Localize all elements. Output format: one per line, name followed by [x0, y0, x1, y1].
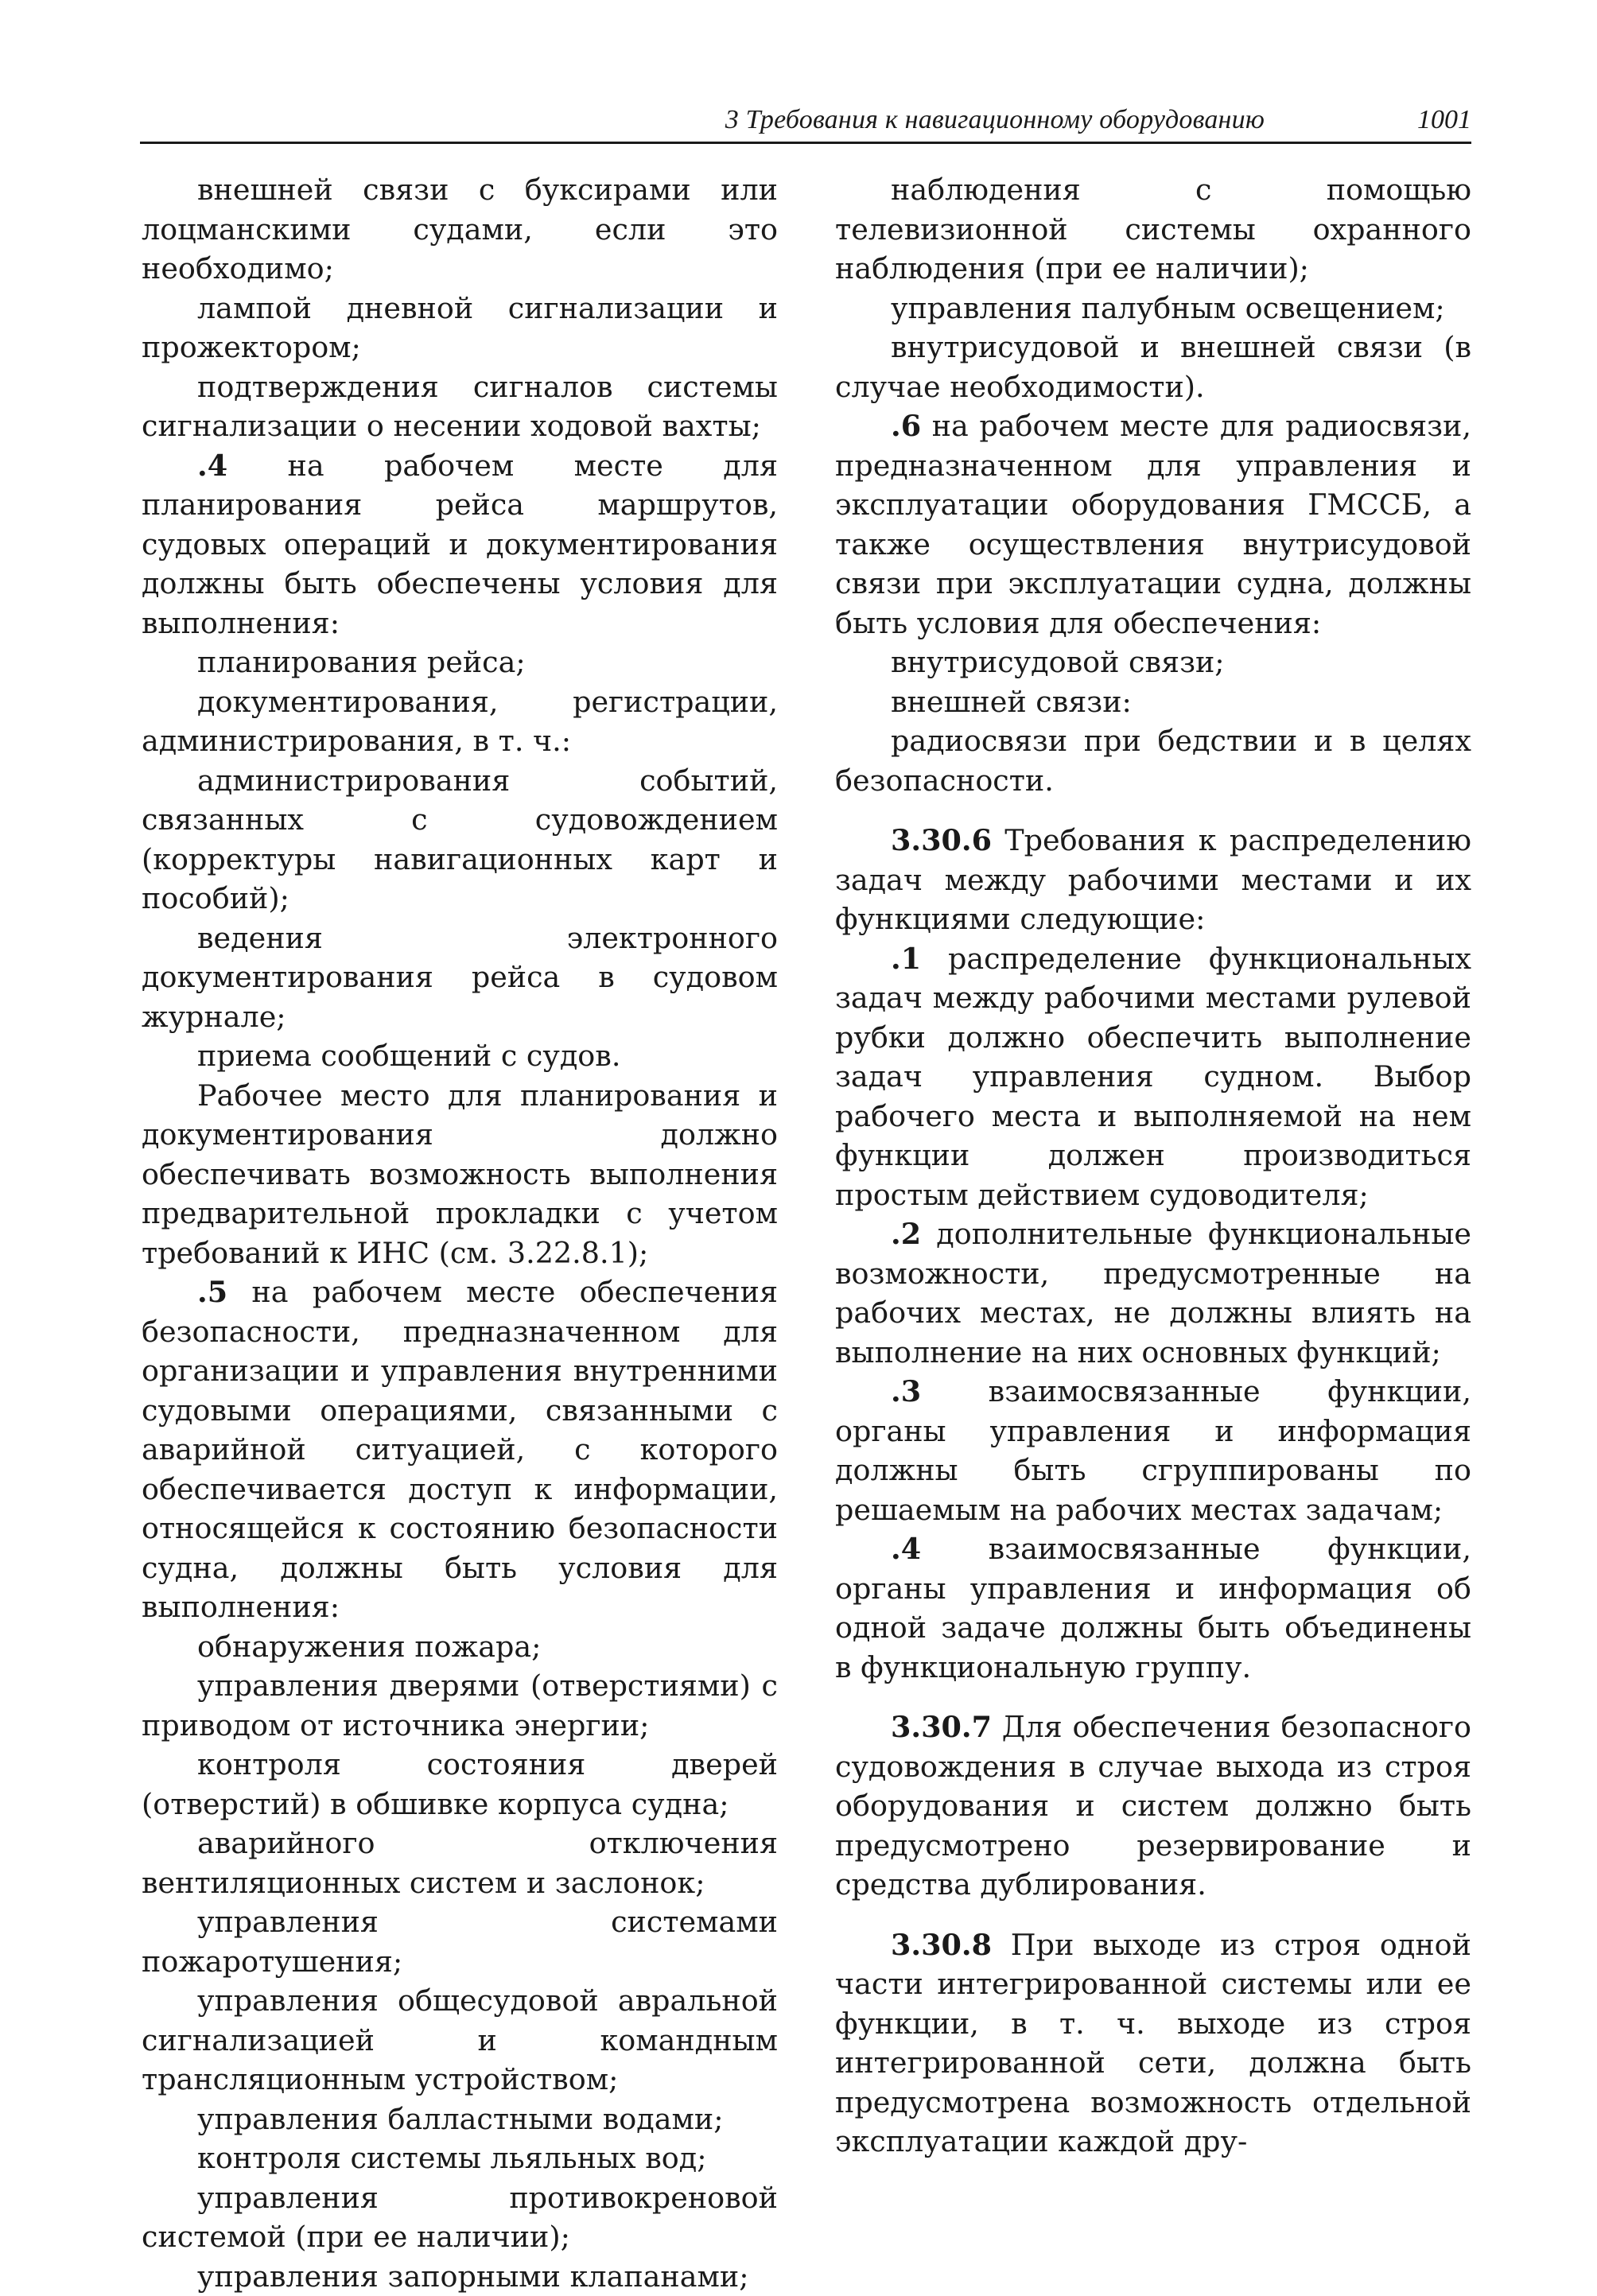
paragraph-text: Рабочее место для планирования и документирования должно обеспечивать возможность выполнения предварительной прокладки с учетом требований к ИНС (см. 3.22.8.1); — [142, 1078, 778, 1270]
paragraph-text: управления системами пожаротушения; — [142, 1905, 778, 1979]
left-column — [142, 170, 778, 2296]
paragraph-text: управления палубным освещением; — [891, 291, 1445, 325]
clause-number: .2 — [891, 1217, 921, 1251]
paragraph-text: обнаружения пожара; — [197, 1630, 541, 1664]
running-header — [140, 102, 1471, 144]
paragraph — [142, 1272, 778, 1627]
paragraph — [142, 682, 778, 761]
clause-number: .6 — [891, 409, 921, 443]
paragraph-text: наблюдения с помощью телевизионной системы охранного наблюдения (при ее наличии); — [835, 173, 1471, 286]
paragraph — [142, 2139, 778, 2178]
paragraph — [142, 919, 778, 1037]
paragraph — [835, 406, 1471, 643]
paragraph — [142, 1824, 778, 1902]
paragraph-text: Требования к распределению задач между рабочими местами и их функциями следующие: — [835, 823, 1471, 936]
paragraph-text: на рабочем месте обеспечения безопасности, предназначенном для организации и управления внутренними судовыми операциями, связанными с аварийной ситуацией, с которого обеспечивается доступ к информации, относящейся к состоянию безопасности судна, должны быть условия для выполнения: — [142, 1275, 778, 1624]
paragraph — [835, 1925, 1471, 2162]
paragraph — [835, 328, 1471, 406]
paragraph — [835, 170, 1471, 289]
paragraph — [835, 721, 1471, 800]
paragraph-text: управления запорными клапанами; — [197, 2259, 749, 2294]
paragraph-text: Для обеспечения безопасного судовождения в случае выхода из строя оборудования и систем должно быть предусмотрено резервирование и средства дублирования. — [835, 1710, 1471, 1902]
paragraph — [142, 2100, 778, 2139]
paragraph — [835, 939, 1471, 1215]
paragraph — [142, 1036, 778, 1076]
paragraph-text: лампой дневной сигнализации и прожектором; — [142, 291, 778, 365]
paragraph-text: планирования рейса; — [197, 645, 526, 679]
paragraph — [142, 1745, 778, 1824]
paragraph — [142, 761, 778, 919]
clause-number: .4 — [891, 1532, 921, 1566]
paragraph-text: управления общесудовой авральной сигнализацией и командным трансляционным устройством; — [142, 1983, 778, 2096]
paragraph — [142, 289, 778, 367]
paragraph-text: взаимосвязанные функции, органы управления и информация об одной задаче должны быть объединены в функциональную группу. — [835, 1532, 1471, 1684]
paragraph-text: взаимосвязанные функции, органы управления и информация должны быть сгруппированы по решаемым на рабочих местах задачам; — [835, 1374, 1471, 1527]
paragraph-text: документирования, регистрации, администрирования, в т. ч.: — [142, 685, 778, 759]
paragraph — [835, 1214, 1471, 1372]
paragraph — [835, 1372, 1471, 1529]
paragraph — [142, 1627, 778, 1667]
paragraph-text: радиосвязи при бедствии и в целях безопасности. — [835, 724, 1471, 798]
paragraph — [142, 1076, 778, 1273]
paragraph — [835, 682, 1471, 722]
paragraph — [835, 1707, 1471, 1905]
right-column — [835, 170, 1471, 2162]
paragraph-text: на рабочем месте для планирования рейса маршрутов, судовых операций и документирования должны быть обеспечены условия для выполнения: — [142, 449, 778, 640]
paragraph-text: на рабочем месте для радиосвязи, предназначенном для управления и эксплуатации оборудования ГМССБ, а также осуществления внутрисудовой связи при эксплуатации судна, должны быть условия для обеспечения: — [835, 409, 1471, 640]
paragraph-text: управления противокреновой системой (при ее наличии); — [142, 2181, 778, 2255]
paragraph-text: контроля системы льяльных вод; — [197, 2141, 707, 2175]
clause-number: .5 — [197, 1275, 227, 1309]
paragraph — [142, 1666, 778, 1745]
paragraph — [142, 643, 778, 682]
paragraph-text: распределение функциональных задач между рабочими местами рулевой рубки должно обеспечить выполнение задач управления судном. Выбор рабочего места и выполняемой на нем функции должен производиться простым действием судоводителя; — [835, 942, 1471, 1212]
paragraph — [835, 821, 1471, 939]
clause-number: 3.30.6 — [891, 823, 992, 857]
paragraph-text: администрирования событий, связанных с судовождением (корректуры навигационных карт и пособий); — [142, 763, 778, 916]
paragraph — [835, 1529, 1471, 1687]
clause-number: 3.30.8 — [891, 1928, 992, 1962]
paragraph-text: управления дверями (отверстиями) с приводом от источника энергии; — [142, 1669, 778, 1742]
paragraph — [142, 1902, 778, 1981]
page-number: 1001 — [1417, 105, 1471, 135]
clause-number: 3.30.7 — [891, 1710, 992, 1744]
paragraph-text: внутрисудовой связи; — [891, 645, 1225, 679]
paragraph — [142, 1981, 778, 2100]
paragraph-text: внешней связи с буксирами или лоцманскими судами, если это необходимо; — [142, 173, 778, 286]
paragraph — [142, 170, 778, 289]
paragraph — [142, 367, 778, 446]
header-title: 3 Требования к навигационному оборудованию — [725, 105, 1265, 135]
paragraph-text: контроля состояния дверей (отверстий) в обшивке корпуса судна; — [142, 1747, 778, 1821]
paragraph-text: подтверждения сигналов системы сигнализации о несении ходовой вахты; — [142, 370, 778, 444]
clause-number: .3 — [891, 1374, 921, 1408]
paragraph — [142, 446, 778, 643]
paragraph-text: дополнительные функциональные возможности, предусмотренные на рабочих местах, не должны влиять на выполнение на них основных функций; — [835, 1217, 1471, 1369]
paragraph-text: управления балластными водами; — [197, 2102, 724, 2136]
paragraph — [142, 2257, 778, 2296]
paragraph-text: ведения электронного документирования рейса в судовом журнале; — [142, 921, 778, 1034]
paragraph-text: внутрисудовой и внешней связи (в случае необходимости). — [835, 330, 1471, 404]
clause-number: .4 — [197, 449, 227, 483]
paragraph — [835, 643, 1471, 682]
paragraph — [835, 289, 1471, 328]
paragraph-text: При выходе из строя одной части интегрированной системы или ее функции, в т. ч. выходе из строя интегрированной сети, должна быть предусмотрена возможность отдельной эксплуатации каждой дру- — [835, 1928, 1471, 2159]
paragraph-text: аварийного отключения вентиляционных систем и заслонок; — [142, 1826, 778, 1900]
paragraph — [142, 2178, 778, 2257]
paragraph-text: внешней связи: — [891, 685, 1132, 719]
paragraph-text: приема сообщений с судов. — [197, 1039, 620, 1073]
clause-number: .1 — [891, 942, 921, 976]
